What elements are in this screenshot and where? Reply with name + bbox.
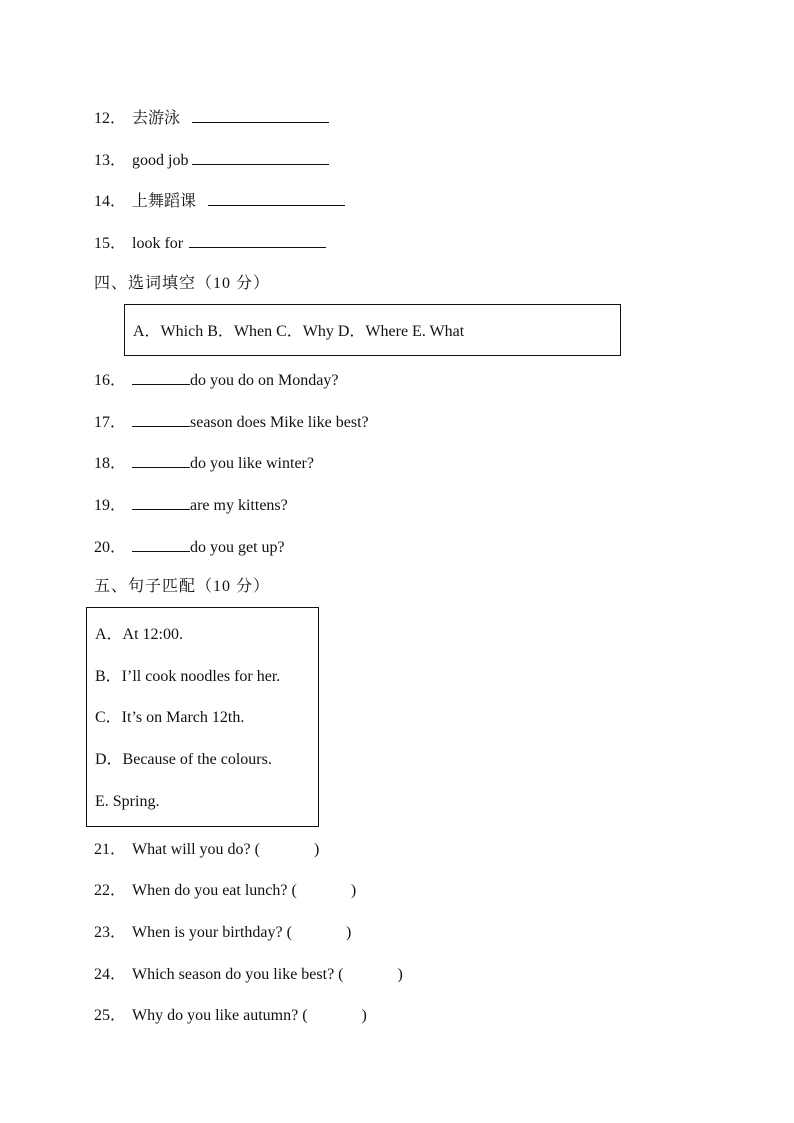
vocab-text: look for [132, 235, 184, 252]
answer-blank[interactable] [132, 453, 190, 468]
question-text: do you get up? [190, 539, 285, 556]
question-number: 24． [94, 966, 127, 983]
match-question [94, 965, 403, 985]
question-number: 21． [94, 841, 127, 858]
fill-question [94, 370, 338, 391]
word-bank-box [124, 304, 621, 356]
question-number: 16． [94, 372, 127, 389]
match-options-box [86, 607, 319, 827]
vocab-text: 上舞蹈课 [132, 193, 197, 210]
answer-blank[interactable] [192, 108, 329, 123]
question-text: are my kittens? [190, 497, 288, 514]
fill-question [94, 495, 288, 516]
vocab-item [94, 233, 326, 254]
vocab-item [94, 108, 329, 129]
close-paren: ) [313, 841, 320, 858]
question-text: When do you eat lunch? ( [132, 882, 297, 899]
question-number: 14． [94, 193, 127, 210]
match-question [94, 840, 319, 860]
answer-blank[interactable] [132, 537, 190, 552]
match-option: C．It’s on March 12th. [95, 709, 245, 726]
question-text: season does Mike like best? [190, 414, 369, 431]
answer-blank[interactable] [132, 370, 190, 385]
answer-blank[interactable] [132, 412, 190, 427]
answer-blank[interactable] [192, 150, 329, 165]
question-number: 23． [94, 924, 127, 941]
match-option: D．Because of the colours. [95, 751, 272, 768]
question-number: 13． [94, 152, 127, 169]
question-text: do you like winter? [190, 455, 314, 472]
vocab-text: 去游泳 [132, 110, 181, 127]
answer-blank[interactable] [208, 191, 345, 206]
match-question [94, 923, 351, 943]
question-text: When is your birthday? ( [132, 924, 292, 941]
question-number: 19． [94, 497, 127, 514]
fill-question [94, 412, 369, 433]
section-heading: 四、选词填空（10 分） [94, 275, 271, 292]
question-number: 17． [94, 414, 127, 431]
question-number: 18． [94, 455, 127, 472]
fill-question [94, 537, 285, 558]
question-text: Why do you like autumn? ( [132, 1007, 308, 1024]
match-question [94, 881, 356, 901]
question-number: 15． [94, 235, 127, 252]
vocab-text: good job [132, 152, 189, 169]
question-number: 12． [94, 110, 127, 127]
question-number: 20． [94, 539, 127, 556]
word-bank-options: A．Which B．When C．Why D．Where E. What [133, 323, 465, 340]
section-heading: 五、句子匹配（10 分） [94, 578, 271, 595]
fill-question [94, 453, 314, 474]
close-paren: ) [345, 924, 352, 941]
answer-blank[interactable] [132, 495, 190, 510]
question-text: do you do on Monday? [190, 372, 339, 389]
question-text: Which season do you like best? ( [132, 966, 344, 983]
question-text: What will you do? ( [132, 841, 260, 858]
question-number: 22． [94, 882, 127, 899]
question-number: 25． [94, 1007, 127, 1024]
match-option: B．I’ll cook noodles for her. [95, 668, 281, 685]
match-option: E. Spring. [95, 793, 160, 810]
answer-blank[interactable] [189, 233, 326, 248]
vocab-item [94, 191, 345, 212]
close-paren: ) [361, 1007, 367, 1024]
vocab-item [94, 150, 329, 171]
close-paren: ) [397, 966, 403, 983]
match-question [94, 1006, 367, 1026]
close-paren: ) [350, 882, 357, 899]
match-option: A．At 12:00. [95, 626, 184, 643]
